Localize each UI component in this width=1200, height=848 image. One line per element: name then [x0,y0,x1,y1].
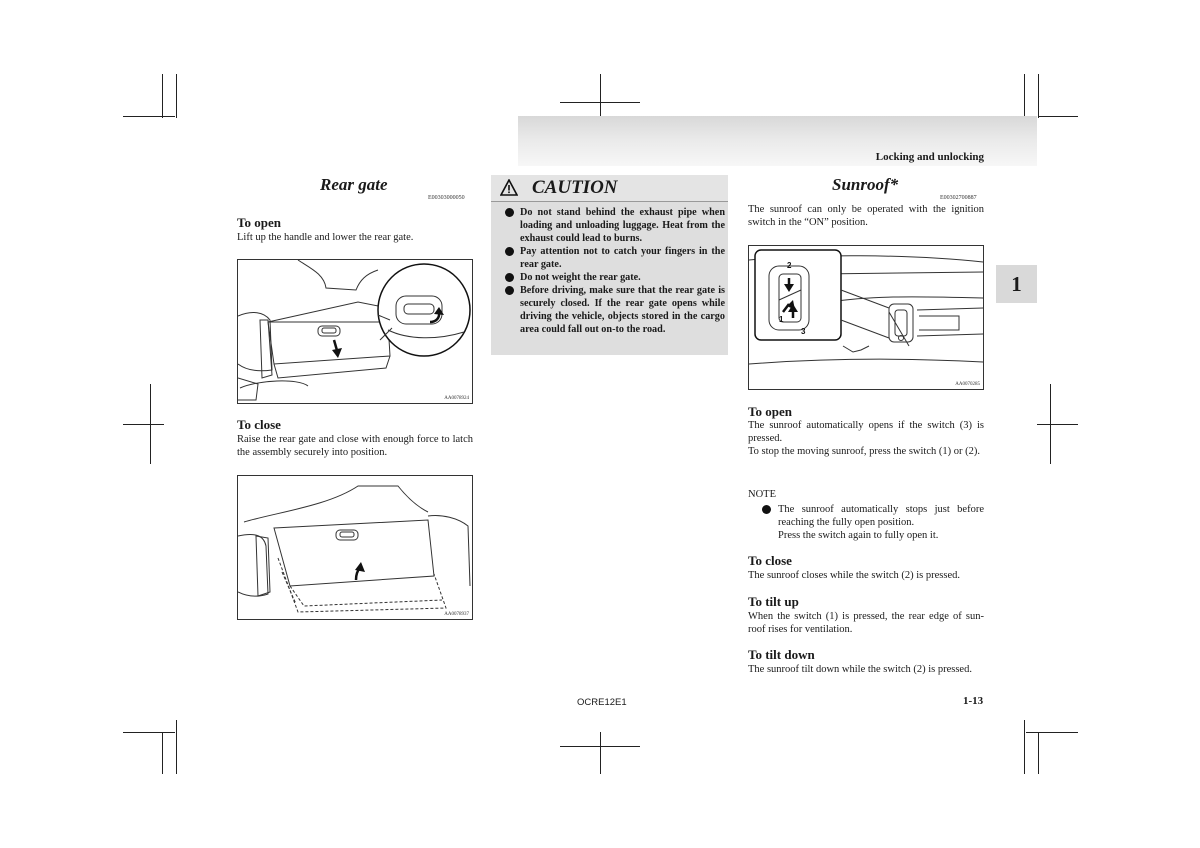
bullet-icon [505,286,514,295]
sunroof-title: Sunroof* [832,175,899,194]
caution-item-text: Before driving, make sure that the rear gate is securely closed. If the rear gate opens while driving the vehicle, objects stored in the cargo area could fall out on-to the road. [520,285,725,335]
bullet-icon [505,273,514,282]
rear-gate-open-figure-code: AA0078924 [444,396,469,401]
rear-gate-title: Rear gate [320,175,388,194]
sunroof-open-heading: To open [748,404,792,419]
rear-gate-close-illustration [238,476,472,619]
rear-gate-open-heading: To open [237,215,281,230]
sunroof-close-text: The sunroof closes while the switch (2) is pressed. [748,570,960,581]
caution-box [491,175,728,355]
note-label: NOTE [748,489,776,500]
sunroof-tilt-down-text: The sunroof tilt down while the switch (2) is pressed. [748,664,972,675]
sunroof-figure-code: AA0070285 [955,382,980,387]
bullet-icon [762,505,771,514]
note-item [762,503,984,529]
chapter-tab [996,265,1037,303]
note-item-text: The sunroof automatically stops just before reaching the fully open position. [778,504,984,528]
rear-gate-close-text: Raise the rear gate and close with enough force to latch the assembly securely into position. [237,434,473,458]
switch-label-3: 3 [801,327,806,336]
switch-label-1: 1 [779,315,784,324]
warning-triangle-icon [500,179,518,196]
sunroof-tilt-up-text: When the switch (1) is pressed, the rear edge of sun-roof rises for ventilation. [748,611,984,635]
sunroof-open-text-2: To stop the moving sunroof, press the switch (1) or (2). [748,446,980,457]
sunroof-switch-illustration [749,246,983,389]
sunroof-open-text: The sunroof automatically opens if the switch (3) is pressed. [748,420,984,444]
sunroof-intro: The sunroof can only be operated with the ignition switch in the “ON” position. [748,204,984,228]
bullet-icon [505,208,514,217]
caution-item [505,284,725,336]
rear-gate-code: E00303000050 [428,195,465,201]
rear-gate-close-heading: To close [237,417,281,432]
sunroof-close-heading: To close [748,553,792,568]
caution-title: CAUTION [532,177,618,198]
sunroof-tilt-down-heading: To tilt down [748,647,815,662]
sunroof-code: E00302700887 [940,195,977,201]
rear-gate-open-text: Lift up the handle and lower the rear gate. [237,232,414,243]
caution-item-text: Do not stand behind the exhaust pipe when loading and unloading luggage. Heat from the exhaust could lead to burns. [520,207,725,244]
rear-gate-close-figure [237,475,473,620]
caution-header [491,175,728,202]
caution-list [505,206,725,336]
rear-gate-open-illustration [238,260,472,403]
caution-item [505,245,725,271]
rear-gate-open-figure [237,259,473,404]
caution-item-text: Do not weight the rear gate. [520,272,641,283]
caution-item [505,271,725,284]
switch-label-2: 2 [787,261,792,270]
footer-doc-code: OCRE12E1 [577,697,627,708]
bullet-icon [505,247,514,256]
rear-gate-close-figure-code: AA0078937 [444,612,469,617]
sunroof-tilt-up-heading: To tilt up [748,594,799,609]
caution-item [505,206,725,245]
sunroof-figure [748,245,984,390]
page-number: 1-13 [963,695,984,707]
chapter-number: 1 [1011,271,1022,296]
running-header-title: Locking and unlocking [875,151,984,163]
note-item-text-2: Press the switch again to fully open it. [778,530,939,541]
caution-item-text: Pay attention not to catch your fingers in the rear gate. [520,246,725,270]
